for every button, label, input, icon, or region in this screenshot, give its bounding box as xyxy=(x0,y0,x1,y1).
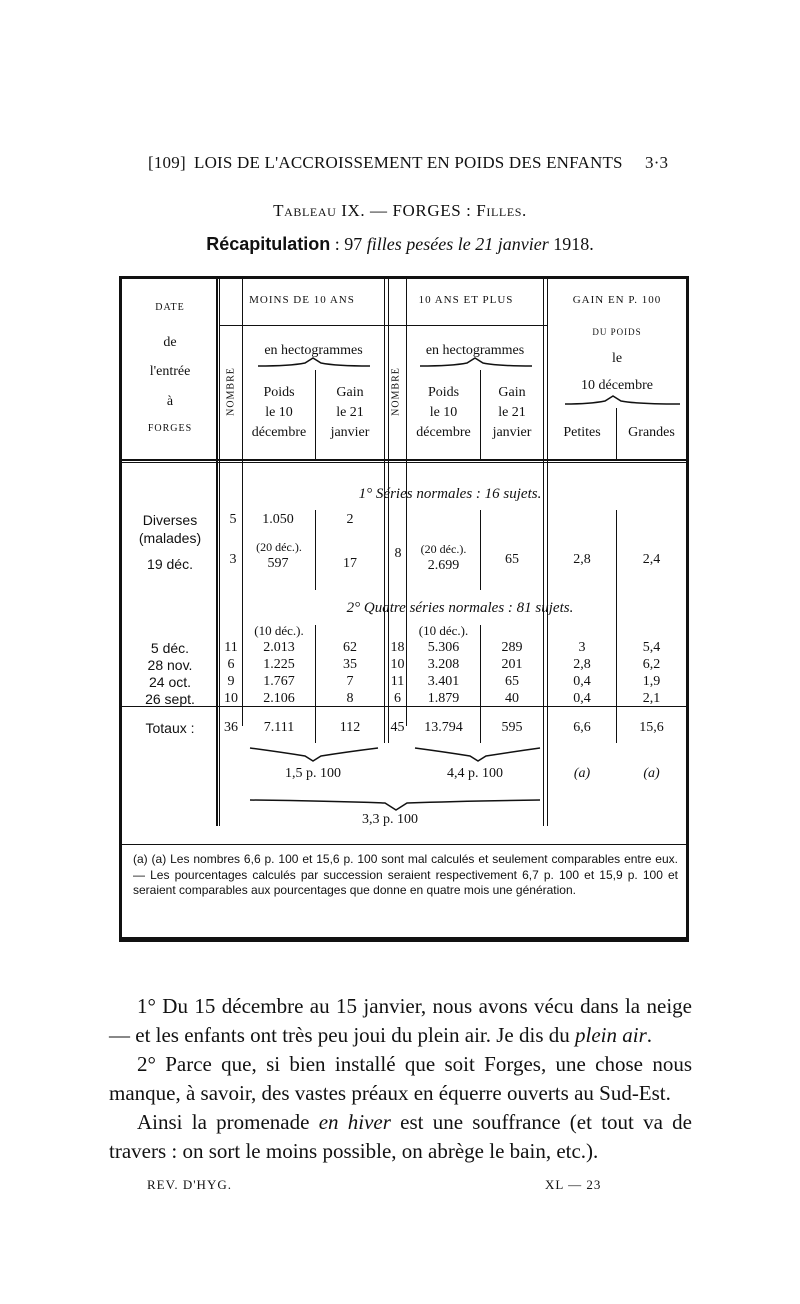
group-gain-1: GAIN EN P. 100 xyxy=(572,294,662,306)
s1-p-gain: 65 xyxy=(505,552,519,567)
recap-count: : 97 xyxy=(330,234,367,254)
running-title: LOIS DE L'ACCROISSEMENT EN POIDS DES ENFANTS xyxy=(194,153,623,172)
p1-text: 1° Du 15 décembre au 15 janvier, nous avons vécu dans la neige — et les enfants ont très peu joui du plein air. Je dis du xyxy=(109,994,692,1047)
s1-m-gain-2: 17 xyxy=(343,556,357,571)
poids-hdr-m2: le 10 xyxy=(265,405,293,420)
s2-gr: 2,1 xyxy=(642,691,661,706)
totaux-gr: 15,6 xyxy=(639,720,664,735)
s1-p-poids-1: (20 déc.). xyxy=(420,542,467,556)
s2-pg: 201 xyxy=(501,657,523,672)
totaux-label: Totaux : xyxy=(145,720,195,736)
series-2-label: 2° Quatre séries normales : 81 sujets. xyxy=(346,600,574,616)
col-nombre-plus: NOMBRE xyxy=(390,367,402,416)
totaux-mn: 36 xyxy=(224,720,238,735)
s2-pe: 0,4 xyxy=(573,674,591,689)
recap-label: Récapitulation xyxy=(206,234,331,254)
unit-hecto-moins: en hectogrammes xyxy=(264,343,363,358)
body-text xyxy=(109,992,692,1166)
pct-moins: 1,5 p. 100 xyxy=(285,766,341,781)
s2-date-hdr-m: (10 déc.). xyxy=(254,623,304,638)
p1-italic: plein air xyxy=(575,1023,647,1047)
pct-plus: 4,4 p. 100 xyxy=(447,766,503,781)
table-footnote: (a) (a) Les nombres 6,6 p. 100 et 15,6 p. 100 sont mal calculés et seulement comparables entre eux. — Les pourcentages calculés par succession seraient respectivement 6,7 p. 100 et 15,9 p. 100 et seraient comparables aux pourcentages que donne en quatre mois une génération. xyxy=(133,852,678,897)
col-date-1: DATE xyxy=(155,302,185,313)
footer-right: XL — 23 xyxy=(545,1177,602,1192)
col-date-4: à xyxy=(166,394,174,409)
totaux-pn: 45 xyxy=(390,720,405,735)
totaux-pg: 595 xyxy=(501,720,523,735)
s2-pp: 3.401 xyxy=(427,674,460,689)
s2-pp: 5.306 xyxy=(427,640,460,655)
gain-hdr-p2: le 21 xyxy=(498,405,526,420)
group-plus: 10 ANS ET PLUS xyxy=(418,294,514,306)
s2-mn: 6 xyxy=(227,657,235,672)
table-title: Tableau IX. — FORGES : Filles. xyxy=(273,201,527,220)
gain-hdr-p3: janvier xyxy=(492,425,532,440)
series-1-label: 1° Séries normales : 16 sujets. xyxy=(358,486,542,502)
s1-grandes: 2,4 xyxy=(642,552,661,567)
poids-hdr-p1: Poids xyxy=(427,385,460,400)
s2-row-date: 24 oct. xyxy=(148,674,192,690)
s2-pp: 3.208 xyxy=(427,657,460,672)
paragraph-3 xyxy=(109,1108,692,1166)
s2-mn: 9 xyxy=(227,674,235,689)
col-date-5: FORGES xyxy=(147,423,193,434)
s2-pg: 40 xyxy=(505,691,519,706)
s1-m-nombre-1: 5 xyxy=(229,512,237,527)
poids-hdr-m3: décembre xyxy=(251,425,307,440)
col-nombre-moins: NOMBRE xyxy=(225,367,237,416)
pct-total: 3,3 p. 100 xyxy=(362,812,418,827)
s1-m-poids-3: 597 xyxy=(267,556,289,571)
s2-gr: 6,2 xyxy=(642,657,661,672)
s2-mp: 1.225 xyxy=(263,657,295,672)
s2-mn: 11 xyxy=(224,640,238,655)
totaux-pe: 6,6 xyxy=(573,720,591,735)
s2-row-date: 5 déc. xyxy=(150,640,190,656)
s2-mg: 35 xyxy=(343,657,357,672)
col-date-2: de xyxy=(163,335,177,350)
s2-mp: 2.106 xyxy=(263,691,295,706)
p3-text: Ainsi la promenade xyxy=(137,1110,319,1134)
pct-petites: (a) xyxy=(573,766,591,781)
s2-pe: 2,8 xyxy=(573,657,591,672)
totaux-pp: 13.794 xyxy=(424,720,463,735)
gain-hdr-m2: le 21 xyxy=(336,405,364,420)
footer-left: REV. D'HYG. xyxy=(147,1177,232,1192)
recap-italic: filles pesées le 21 janvier xyxy=(366,234,549,254)
paragraph-2: 2° Parce que, si bien installé que soit Forges, une chose nous manque, à savoir, des vastes préaux en équerre ouverts au Sud-Est. xyxy=(109,1052,692,1105)
s2-pe: 3 xyxy=(578,640,586,655)
s2-mp: 1.767 xyxy=(263,674,295,689)
s1-p-nombre: 8 xyxy=(394,546,402,561)
poids-hdr-p2: le 10 xyxy=(429,405,458,420)
s1-m-nombre-2: 3 xyxy=(229,552,237,567)
gain-hdr-p1: Gain xyxy=(498,385,526,400)
s2-date-hdr-p: (10 déc.). xyxy=(418,623,469,638)
p3-italic: en hiver xyxy=(318,1110,391,1134)
gain-hdr-m1: Gain xyxy=(336,385,364,400)
group-gain-4: 10 décembre xyxy=(581,378,653,393)
s1-label-1: Diverses xyxy=(142,512,198,528)
s1-petites: 2,8 xyxy=(573,552,591,567)
page-number: 3·3 xyxy=(645,153,669,172)
totaux-mg: 112 xyxy=(339,720,361,735)
s2-gr: 1,9 xyxy=(642,674,661,689)
s2-mg: 7 xyxy=(346,674,354,689)
s2-pn: 18 xyxy=(390,640,405,655)
folio: [109] xyxy=(148,153,186,172)
pct-grandes: (a) xyxy=(643,766,660,781)
s2-pe: 0,4 xyxy=(573,691,591,706)
poids-hdr-m1: Poids xyxy=(263,385,295,400)
s2-mg: 8 xyxy=(346,691,354,706)
s2-mp: 2.013 xyxy=(263,640,295,655)
s1-p-poids-2: 2.699 xyxy=(427,558,460,573)
s2-pn: 6 xyxy=(394,691,401,706)
totaux-mp: 7.111 xyxy=(263,720,295,735)
col-grandes: Grandes xyxy=(628,425,675,440)
s2-pn: 10 xyxy=(390,657,405,672)
s2-gr: 5,4 xyxy=(642,640,661,655)
s2-mg: 62 xyxy=(343,640,357,655)
group-gain-2: DU POIDS xyxy=(592,327,642,337)
paragraph-1 xyxy=(109,992,692,1050)
s2-pp: 1.879 xyxy=(427,691,460,706)
group-gain-3: le xyxy=(611,351,623,366)
s1-m-gain-1: 2 xyxy=(346,512,354,527)
group-moins: MOINS DE 10 ANS xyxy=(249,294,355,306)
s2-mn: 10 xyxy=(224,691,238,706)
col-date-3: l'entrée xyxy=(149,364,191,379)
s1-m-poids-1: 1.050 xyxy=(262,512,294,527)
s1-label-2: (malades) xyxy=(138,530,202,546)
col-petites: Petites xyxy=(563,425,601,440)
s1-m-poids-2: (20 déc.). xyxy=(256,540,302,554)
p3-end: est une souffrance (et tout va de travers : on sort le moins possible, on abrège le bain, etc.). xyxy=(109,1110,692,1163)
unit-hecto-plus: en hectogrammes xyxy=(425,343,525,358)
poids-hdr-p3: décembre xyxy=(416,425,471,440)
recap-year: 1918. xyxy=(548,234,594,254)
gain-hdr-m3: janvier xyxy=(330,425,370,440)
s2-row-date: 28 nov. xyxy=(147,657,193,673)
s2-row-date: 26 sept. xyxy=(145,691,195,707)
p1-end: . xyxy=(646,1023,652,1047)
s1-label-3: 19 déc. xyxy=(147,556,193,572)
s2-pg: 289 xyxy=(501,640,523,655)
s2-pn: 11 xyxy=(390,674,405,689)
s2-pg: 65 xyxy=(505,674,519,689)
